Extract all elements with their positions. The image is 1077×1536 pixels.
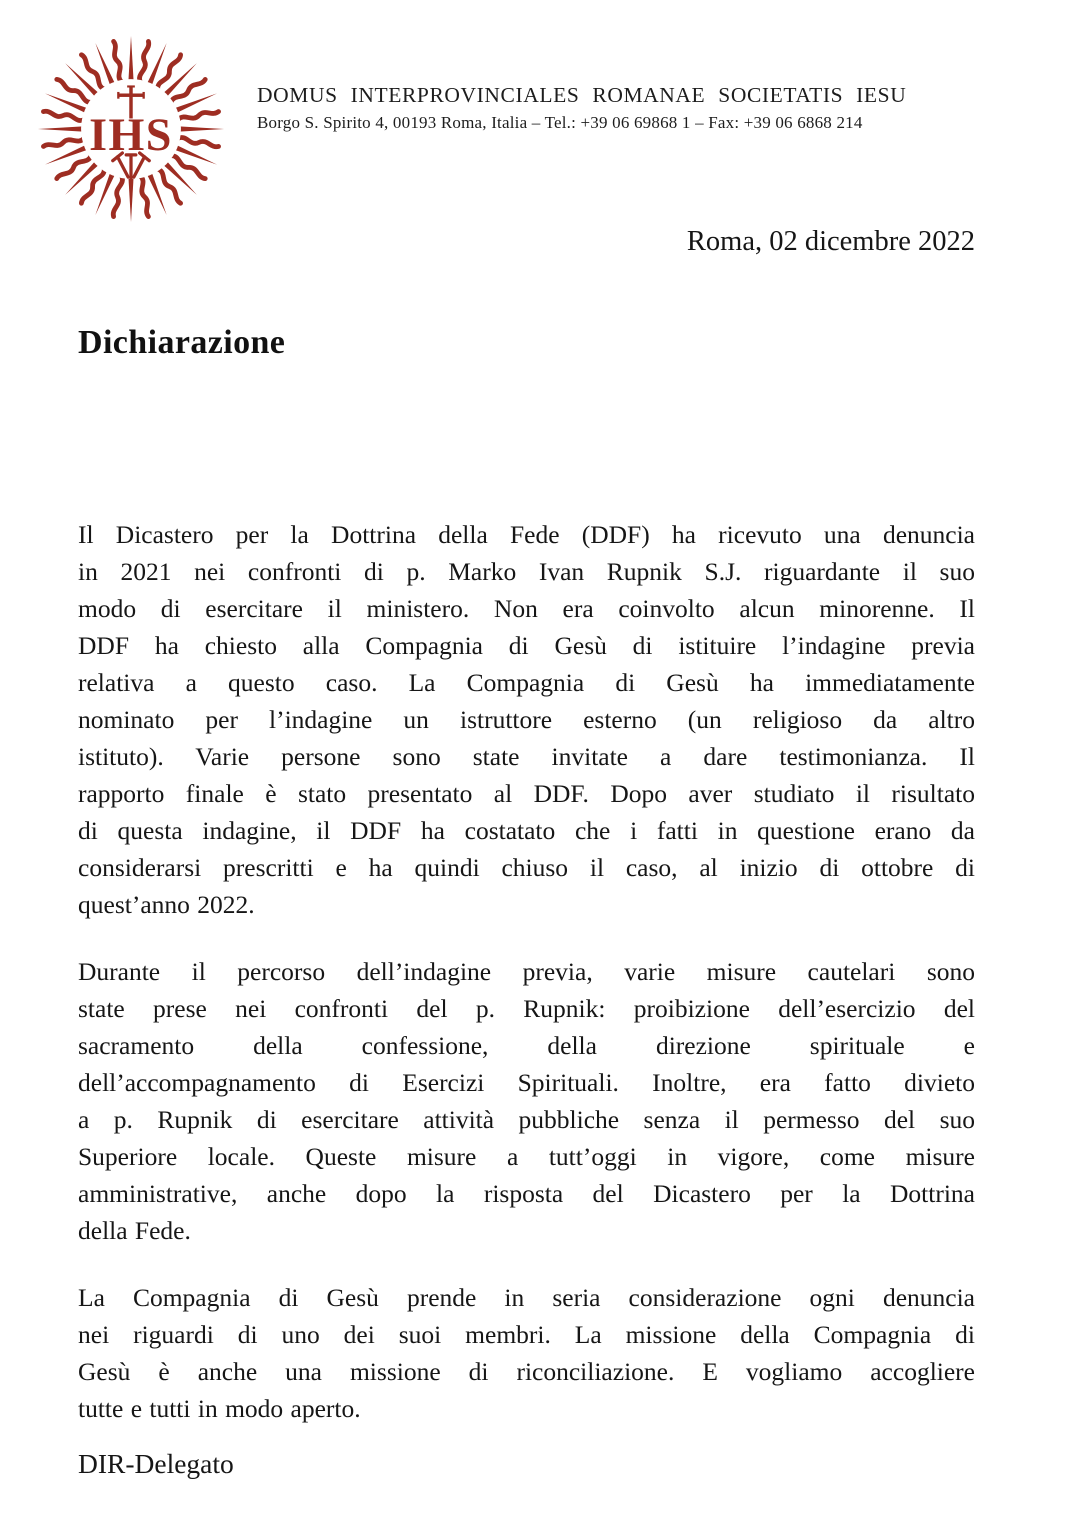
letterhead [35, 33, 906, 225]
text-line: Il Dicastero per la Dottrina della Fede (DDF) ha ricevuto una denuncia [78, 520, 975, 549]
jesuit-ihs-logo-icon [35, 33, 227, 225]
document-body [78, 516, 975, 1457]
signature-line: DIR-Delegato [78, 1448, 234, 1479]
paragraph-2 [78, 953, 975, 1249]
date-line: Roma, 02 dicembre 2022 [686, 226, 975, 257]
text-line: dell’accompagnamento di Esercizi Spirituali. Inoltre, era fatto divieto [78, 1068, 975, 1097]
organization-address: Borgo S. Spirito 4, 00193 Roma, Italia – Tel.: +39 06 69868 1 – Fax: +39 06 6868 214 [257, 113, 863, 132]
paragraph-1 [78, 516, 975, 923]
text-line: sacramento della confessione, della direzione spirituale e [78, 1031, 975, 1060]
ihs-monogram: IHS [89, 109, 173, 161]
text-line: Superiore locale. Queste misure a tutt’oggi in vigore, come misure [78, 1142, 975, 1171]
text-line: state prese nei confronti del p. Rupnik: proibizione dell’esercizio del [78, 994, 975, 1023]
text-line: modo di esercitare il ministero. Non era coinvolto alcun minorenne. Il [78, 594, 975, 623]
text-line: tutte e tutti in modo aperto. [78, 1394, 361, 1423]
text-line: relativa a questo caso. La Compagnia di Gesù ha immediatamente [78, 668, 975, 697]
text-line: amministrative, anche dopo la risposta del Dicastero per la Dottrina [78, 1179, 975, 1208]
paragraph-3 [78, 1279, 975, 1427]
organization-name: DOMUS INTERPROVINCIALES ROMANAE SOCIETATIS IESU [257, 83, 907, 107]
text-line: DDF ha chiesto alla Compagnia di Gesù di istituire l’indagine previa [78, 631, 975, 660]
text-line: rapporto finale è stato presentato al DDF. Dopo aver studiato il risultato [78, 779, 975, 808]
text-line: Durante il percorso dell’indagine previa, varie misure cautelari sono [78, 957, 975, 986]
text-line: considerarsi prescritti e ha quindi chiuso il caso, al inizio di ottobre di [78, 853, 975, 882]
text-line: nei riguardi di uno dei suoi membri. La missione della Compagnia di [78, 1320, 975, 1349]
text-line: della Fede. [78, 1216, 191, 1245]
text-line: quest’anno 2022. [78, 890, 255, 919]
text-line: istituto). Varie persone sono state invitate a dare testimonianza. Il [78, 742, 975, 771]
text-line: La Compagnia di Gesù prende in seria considerazione ogni denuncia [78, 1283, 975, 1312]
text-line: Gesù è anche una missione di riconciliazione. E vogliamo accogliere [78, 1357, 975, 1386]
text-line: nominato per l’indagine un istruttore esterno (un religioso da altro [78, 705, 975, 734]
letterhead-text [257, 83, 906, 133]
document-title: Dichiarazione [78, 324, 286, 361]
text-line: in 2021 nei confronti di p. Marko Ivan Rupnik S.J. riguardante il suo [78, 557, 975, 586]
text-line: di questa indagine, il DDF ha costatato che i fatti in questione erano da [78, 816, 975, 845]
text-line: a p. Rupnik di esercitare attività pubbliche senza il permesso del suo [78, 1105, 975, 1134]
